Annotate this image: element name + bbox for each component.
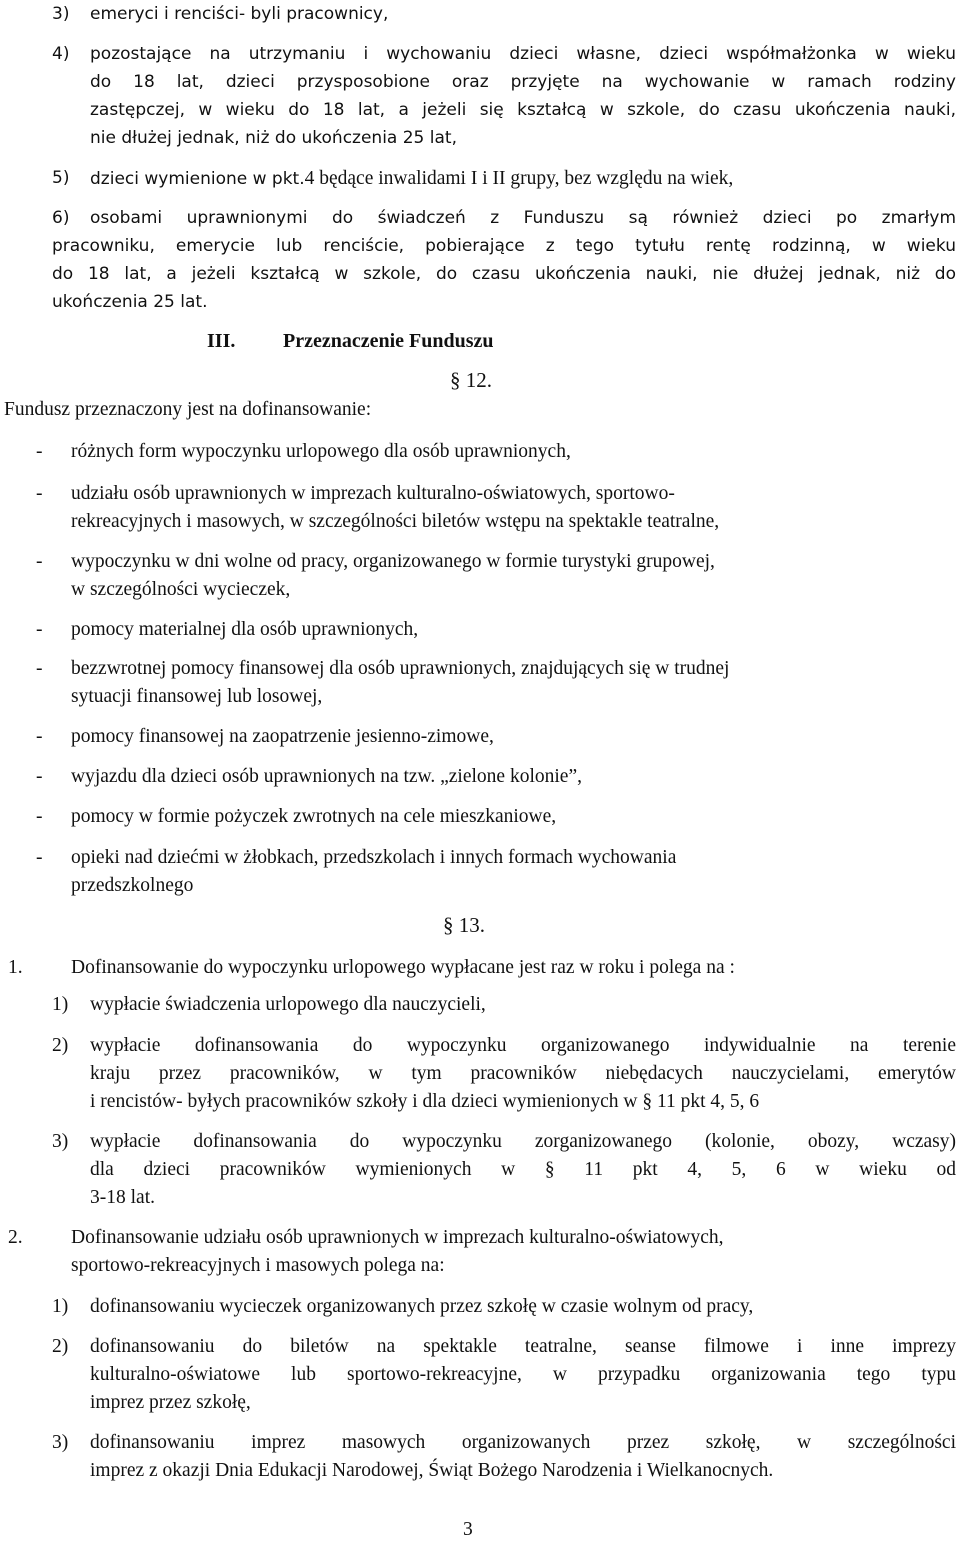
point-text: Dofinansowanie udziału osób uprawnionych w imprezach kulturalno-oświatowych,: [71, 1227, 724, 1248]
list-item-text: sytuacji finansowej lub losowej,: [71, 686, 323, 707]
dash-bullet: -: [36, 766, 43, 787]
dash-bullet: -: [36, 658, 43, 679]
list-item-text: wyjazdu dla dzieci osób uprawnionych na tzw. „zielone kolonie”,: [71, 766, 582, 787]
list-item-text: dzieci wymienione w pkt.4 będące inwalidami I i II grupy, bez względu na wiek,: [90, 168, 734, 189]
intro-text: Fundusz przeznaczony jest na dofinansowanie:: [4, 399, 372, 420]
sub-number: 1): [52, 1296, 69, 1317]
dash-bullet: -: [36, 483, 43, 504]
sub-text: wypłacie dofinansowania do wypoczynku organizowanego indywidualnie na terenie: [90, 1035, 956, 1056]
sub-text: imprez przez szkołę,: [90, 1392, 251, 1413]
list-item-text: w szczególności wycieczek,: [71, 579, 291, 600]
dash-bullet: -: [36, 726, 43, 747]
sub-text: kulturalno-oświatowe lub sportowo-rekreacyjne, w przypadku organizowania tego typu: [90, 1364, 956, 1385]
sub-number: 1): [52, 994, 69, 1015]
list-item-text: pracowniku, emerycie lub renciście, pobierające z tego tytułu rentę rodzinną, w wieku: [52, 236, 956, 256]
dash-bullet: -: [36, 847, 43, 868]
list-item-text: ukończenia 25 lat.: [52, 292, 208, 312]
list-number: 3): [52, 4, 70, 24]
point-text: Dofinansowanie do wypoczynku urlopowego wypłacane jest raz w roku i polega na :: [71, 957, 735, 978]
page-number: 3: [463, 1519, 473, 1540]
dash-bullet: -: [36, 441, 43, 462]
list-item-text: udziału osób uprawnionych w imprezach kulturalno-oświatowych, sportowo-: [71, 483, 675, 504]
list-item-text: zastępczej, w wieku do 18 lat, a jeżeli się kształcą w szkole, do czasu ukończenia nauki,: [90, 100, 956, 120]
sub-text: dofinansowaniu do biletów na spektakle teatralne, seanse filmowe i inne imprezy: [90, 1336, 956, 1357]
list-item-text: różnych form wypoczynku urlopowego dla osób uprawnionych,: [71, 441, 571, 462]
point-number: 2.: [8, 1227, 23, 1248]
list-number: 4): [52, 44, 70, 64]
sub-text: kraju przez pracowników, w tym pracowników niebędacych nauczycielami, emerytów: [90, 1063, 956, 1084]
sub-number: 3): [52, 1131, 69, 1152]
sub-text: wypłacie dofinansowania do wypoczynku zorganizowanego (kolonie, obozy, wczasy): [90, 1131, 956, 1152]
list-item-text: pomocy finansowej na zaopatrzenie jesienno-zimowe,: [71, 726, 494, 747]
list-item-text: pozostające na utrzymaniu i wychowaniu dzieci własne, dzieci współmałżonka w wieku: [90, 44, 956, 64]
sub-text: wypłacie świadczenia urlopowego dla nauczycieli,: [90, 994, 486, 1015]
sub-number: 2): [52, 1336, 69, 1357]
section-title: Przeznaczenie Funduszu: [283, 330, 494, 352]
sub-text: 3-18 lat.: [90, 1187, 155, 1208]
point-text: sportowo-rekreacyjnych i masowych polega na:: [71, 1255, 445, 1276]
list-item-text: do 18 lat, dzieci przysposobione oraz przyjęte na wychowanie w ramach rodziny: [90, 72, 956, 92]
paragraph-marker: § 13.: [443, 913, 485, 937]
dash-bullet: -: [36, 551, 43, 572]
list-item-text: rekreacyjnych i masowych, w szczególności biletów wstępu na spektakle teatralne,: [71, 511, 720, 532]
paragraph-marker: § 12.: [450, 368, 492, 392]
list-item-text: opieki nad dziećmi w żłobkach, przedszkolach i innych formach wychowania: [71, 847, 677, 868]
section-number: III.: [207, 330, 236, 352]
dash-bullet: -: [36, 619, 43, 640]
list-item-text: nie dłużej jednak, niż do ukończenia 25 lat,: [90, 128, 457, 148]
dash-bullet: -: [36, 806, 43, 827]
list-item-text: pomocy w formie pożyczek zwrotnych na cele mieszkaniowe,: [71, 806, 557, 827]
list-number: 6): [52, 208, 70, 228]
list-item-text: wypoczynku w dni wolne od pracy, organizowanego w formie turystyki grupowej,: [71, 551, 715, 572]
sub-number: 3): [52, 1432, 69, 1453]
list-item-text: do 18 lat, a jeżeli kształcą w szkole, do czasu ukończenia nauki, nie dłużej jednak, niż do: [52, 264, 956, 284]
list-number: 5): [52, 168, 70, 188]
list-item-text: emeryci i renciści- byli pracownicy,: [90, 4, 389, 24]
sub-text: i rencistów- byłych pracowników szkoły i dla dzieci wymienionych w § 11 pkt 4, 5, 6: [90, 1091, 760, 1112]
sub-text: dofinansowaniu wycieczek organizowanych przez szkołę w czasie wolnym od pracy,: [90, 1296, 754, 1317]
list-item-text: przedszkolnego: [71, 875, 194, 896]
sub-text: dla dzieci pracowników wymienionych w § 11 pkt 4, 5, 6 w wieku od: [90, 1159, 956, 1180]
list-item-text: bezzwrotnej pomocy finansowej dla osób uprawnionych, znajdujących się w trudnej: [71, 658, 730, 679]
list-item-text: osobami uprawnionymi do świadczeń z Funduszu są również dzieci po zmarłym: [90, 208, 956, 228]
list-item-text: pomocy materialnej dla osób uprawnionych,: [71, 619, 419, 640]
point-number: 1.: [8, 957, 23, 978]
sub-text: dofinansowaniu imprez masowych organizowanych przez szkołę, w szczególności: [90, 1432, 956, 1453]
sub-number: 2): [52, 1035, 69, 1056]
sub-text: imprez z okazji Dnia Edukacji Narodowej, Świąt Bożego Narodzenia i Wielkanocnych.: [90, 1460, 774, 1481]
